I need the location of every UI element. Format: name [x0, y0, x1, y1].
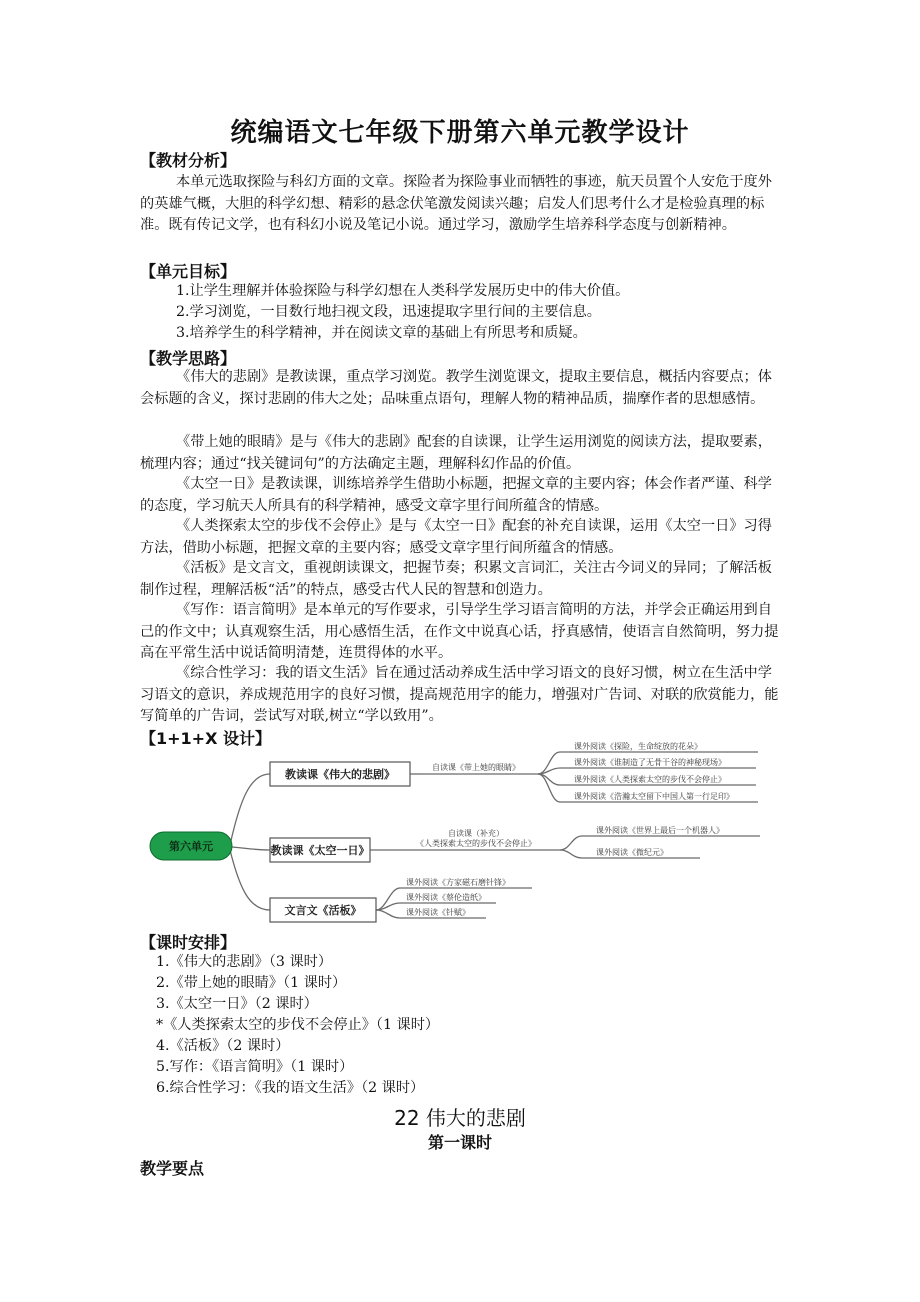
- schedule-item-6: 5.写作：《语言简明》（1 课时）: [156, 1059, 354, 1075]
- mindmap-leaf-3-2: 课外阅读《蔡伦造纸》: [406, 893, 486, 902]
- idea-paragraph-3: 《太空一日》是教读课，训练培养学生借助小标题，把握文章的主要内容；体会作者严谨、科学的态度，学习航天人所具有的科学精神，感受文章字里行间所蕴含的情感。: [140, 476, 772, 514]
- idea-paragraph-6: 《写作：语言简明》是本单元的写作要求，引导学生学习语言简明的方法，并学会正确运用到自己的作文中；认真观察生活，用心感悟生活，在作文中说真心话，抒真感情，使语言自然简明，努力提高在平常生活中说话简明清楚，连贯得体的水平。: [140, 602, 779, 662]
- section-heading-design: 【1+1+X 设计】: [140, 729, 271, 748]
- goal-item-1: 1.让学生理解并体验探险与科学幻想在人类科学发展历史中的伟大价值。: [176, 283, 630, 299]
- schedule-item-7: 6.综合性学习：《我的语文生活》（2 课时）: [156, 1080, 425, 1096]
- idea-paragraph-2: 《带上她的眼睛》是与《伟大的悲剧》配套的自读课，让学生运用浏览的阅读方法，提取要素，梳理内容；通过“找关键词句”的方法确定主题，理解科幻作品的价值。: [140, 434, 772, 472]
- section-heading-ideas: 【教学思路】: [140, 349, 237, 368]
- goal-item-3: 3.培养学生的科学精神，并在阅读文章的基础上有所思考和质疑。: [176, 325, 587, 341]
- mindmap-branch-3-label: 文言文《活板》: [284, 904, 362, 917]
- section-heading-analysis: 【教材分析】: [140, 151, 237, 170]
- idea-paragraph-1: 《伟大的悲剧》是教读课，重点学习浏览。教学生浏览课文，提取主要信息，概括内容要点；体会标题的含义，探讨悲剧的伟大之处；品味重点语句，理解人物的精神品质，揣摩作者的思想感情。: [140, 369, 772, 407]
- mindmap-leaf-1-1: 课外阅读《探险，生命绽放的花朵》: [574, 742, 702, 751]
- schedule-item-2: 2.《带上她的眼睛》（1 课时）: [156, 975, 347, 991]
- mindmap-branch-1-label: 教读课《伟大的悲剧》: [285, 768, 395, 781]
- goal-item-2: 2.学习浏览，一目数行地扫视文段，迅速提取字里行间的主要信息。: [176, 304, 601, 320]
- mindmap-leaf-3-1: 课外阅读《方家磁石磨针锋》: [406, 878, 510, 887]
- mindmap-branch-1-sub: 自读课《带上她的眼睛》: [432, 763, 520, 772]
- mindmap-branch-2-label: 教读课《太空一日》: [270, 844, 370, 857]
- schedule-item-4: *《人类探索太空的步伐不会停止》（1 课时）: [156, 1017, 440, 1033]
- schedule-item-1: 1.《伟大的悲剧》（3 课时）: [156, 954, 333, 970]
- mindmap-leaf-1-2: 课外阅读《谁制造了无骨干谷的神秘现场》: [574, 758, 726, 767]
- mindmap-branch-2-sub2: 《人类探索太空的步伐不会停止》: [416, 839, 536, 848]
- analysis-paragraph: 本单元选取探险与科幻方面的文章。探险者为探险事业而牺牲的事迹，航天员置个人安危于度外的英雄气概，大胆的科学幻想、精彩的悬念伏笔激发阅读兴趣；启发人们思考什么才是检验真理的标准。既有传记文学，也有科幻小说及笔记小说。通过学习，激励学生培养科学态度与创新精神。: [140, 174, 772, 234]
- section-heading-goals: 【单元目标】: [140, 262, 237, 281]
- mindmap-leaf-2-2: 课外阅读《微纪元》: [596, 848, 668, 857]
- idea-paragraph-7: 《综合性学习：我的语文生活》旨在通过活动养成生活中学习语文的良好习惯，树立在生活中学习语文的意识，养成规范用字的良好习惯，提高规范用字的能力，增强对广告词、对联的欣赏能力，能写简单的广告词，尝试写对联,树立“学以致用”。: [140, 665, 779, 725]
- schedule-item-3: 3.《太空一日》（2 课时）: [156, 996, 318, 1012]
- mindmap-branch-2-sub1: 自读课（补充）: [448, 829, 504, 838]
- mindmap-leaf-1-3: 课外阅读《人类探索太空的步伐不会停止》: [574, 775, 726, 784]
- mindmap-root-label: 第六单元: [169, 840, 213, 853]
- section-heading-schedule: 【课时安排】: [140, 933, 237, 952]
- lesson-period: 第一课时: [427, 1133, 492, 1152]
- mindmap-leaf-1-4: 课外阅读《浩瀚太空留下中国人第一行足印》: [574, 792, 734, 801]
- teaching-points-heading: 教学要点: [140, 1159, 205, 1178]
- mindmap-leaf-2-1: 课外阅读《世界上最后一个机器人》: [596, 826, 724, 835]
- document-title: 统编语文七年级下册第六单元教学设计: [230, 118, 690, 148]
- schedule-item-5: 4.《活板》（2 课时）: [156, 1038, 290, 1054]
- mind-map: [140, 740, 780, 930]
- idea-paragraph-4: 《人类探索太空的步伐不会停止》是与《太空一日》配套的补充自读课，运用《太空一日》习得方法，借助小标题，把握文章的主要内容；感受文章字里行间所蕴含的情感。: [140, 518, 772, 556]
- idea-paragraph-5: 《活板》是文言文，重视朗读课文，把握节奏；积累文言词汇，关注古今词义的异同；了解活板制作过程，理解活板“活”的特点，感受古代人民的智慧和创造力。: [140, 560, 772, 598]
- mindmap-leaf-3-3: 课外阅读《针赋》: [406, 908, 470, 917]
- lesson-title: 22 伟大的悲剧: [394, 1106, 526, 1130]
